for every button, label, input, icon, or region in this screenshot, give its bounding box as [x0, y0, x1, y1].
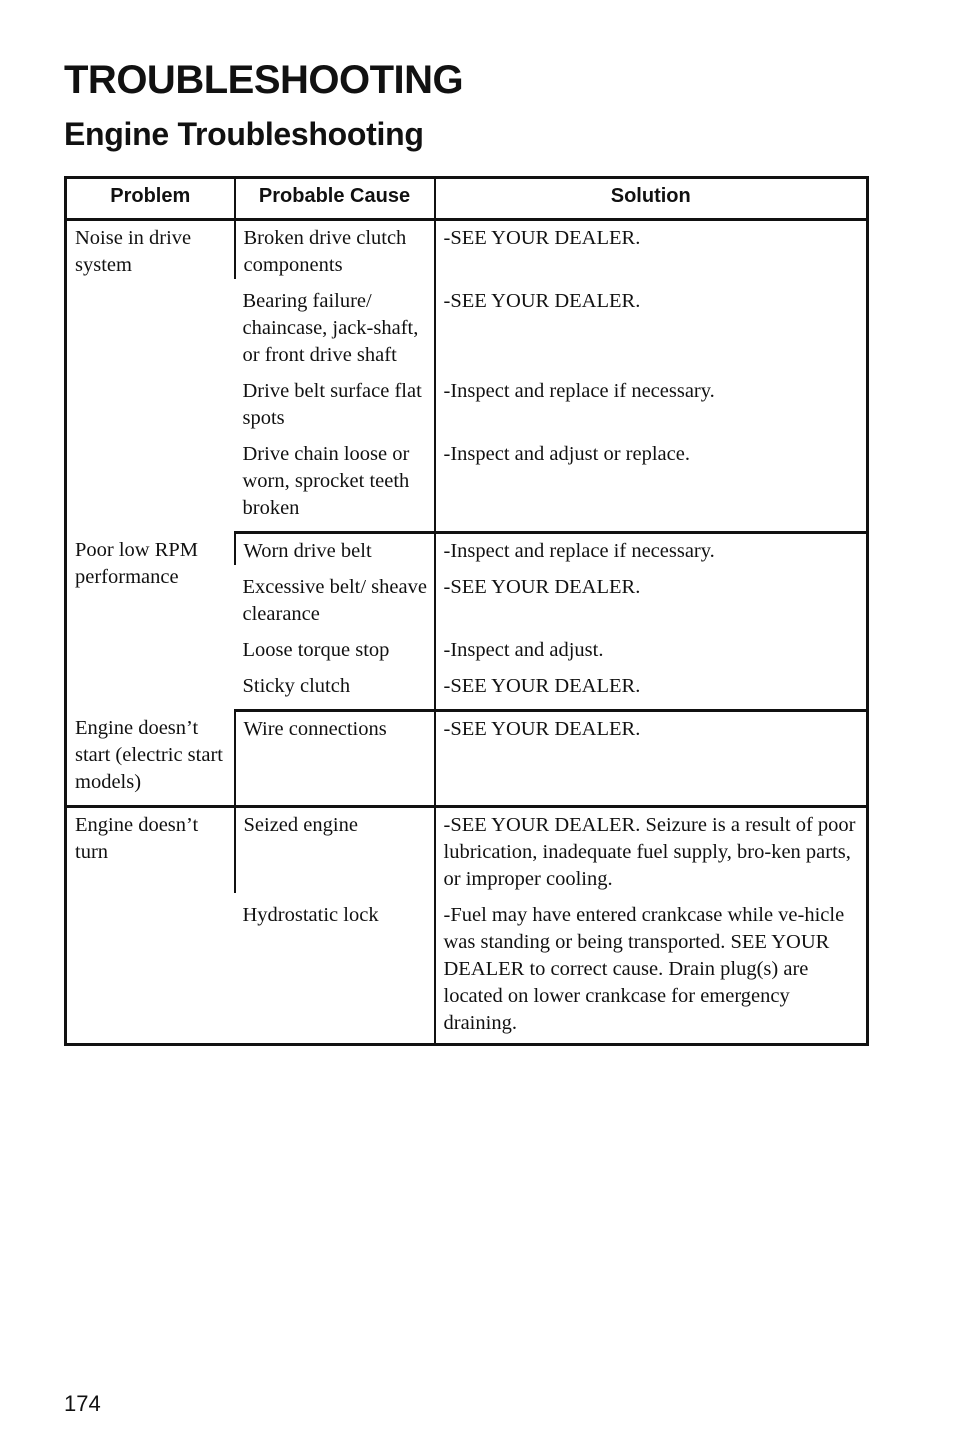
problem-cell: Poor low RPM performance — [75, 538, 199, 588]
cause-cell: Broken drive clutch components — [235, 220, 435, 280]
cause-cell: Wire connections — [235, 711, 435, 807]
cause-cell: Excessive belt/ sheave clearance — [242, 576, 427, 625]
troubleshooting-table — [64, 176, 869, 1046]
problem-cell: Noise in drive system — [75, 227, 192, 276]
cause-cell: Hydrostatic lock — [242, 903, 379, 926]
header-problem: Problem — [66, 178, 235, 220]
cause-cell: Drive belt surface flat spots — [242, 380, 422, 429]
problem-cell: Engine doesn’t start (electric start models) — [66, 711, 235, 807]
cause-cell: Loose torque stop — [242, 639, 390, 661]
solution-cell: -Inspect and replace if necessary. — [435, 369, 868, 432]
solution-cell: -Inspect and adjust. — [435, 628, 868, 664]
cause-cell: Bearing failure/ chaincase, jack-shaft, or front drive shaft — [242, 290, 419, 366]
solution-cell: -SEE YOUR DEALER. — [435, 711, 868, 807]
cause-cell: Worn drive belt — [235, 533, 435, 566]
table-row — [66, 220, 868, 280]
table-row — [66, 711, 868, 807]
section-title: Engine Troubleshooting — [64, 116, 424, 152]
solution-cell: -SEE YOUR DEALER. — [435, 279, 868, 369]
solution-cell: -SEE YOUR DEALER. — [435, 565, 868, 628]
header-probable-cause: Probable Cause — [235, 178, 435, 220]
solution-cell: -Inspect and adjust or replace. — [435, 432, 868, 533]
table-row — [66, 806, 868, 893]
header-solution: Solution — [435, 178, 868, 220]
solution-cell: -Fuel may have entered crankcase while ve-hicle was standing or being transported. SEE YOUR DEALER to correct cause. Drain plug(s) are located on lower crankcase for emergency draining. — [435, 893, 868, 1045]
table-header-row — [66, 178, 868, 220]
solution-cell: -Inspect and replace if necessary. — [435, 533, 868, 566]
solution-cell: -SEE YOUR DEALER. Seizure is a result of poor lubrication, inadequate fuel supply, bro-ken parts, or improper cooling. — [435, 806, 868, 893]
page-number: 174 — [64, 1391, 101, 1416]
solution-cell: -SEE YOUR DEALER. — [435, 220, 868, 280]
cause-cell: Drive chain loose or worn, sprocket teeth broken — [235, 432, 435, 533]
table-row — [66, 533, 868, 566]
problem-cell: Engine doesn’t turn — [75, 813, 199, 863]
page-title: TROUBLESHOOTING — [64, 58, 464, 102]
solution-cell: -SEE YOUR DEALER. — [435, 664, 868, 711]
cause-cell: Sticky clutch — [235, 664, 435, 711]
cause-cell: Seized engine — [235, 806, 435, 893]
